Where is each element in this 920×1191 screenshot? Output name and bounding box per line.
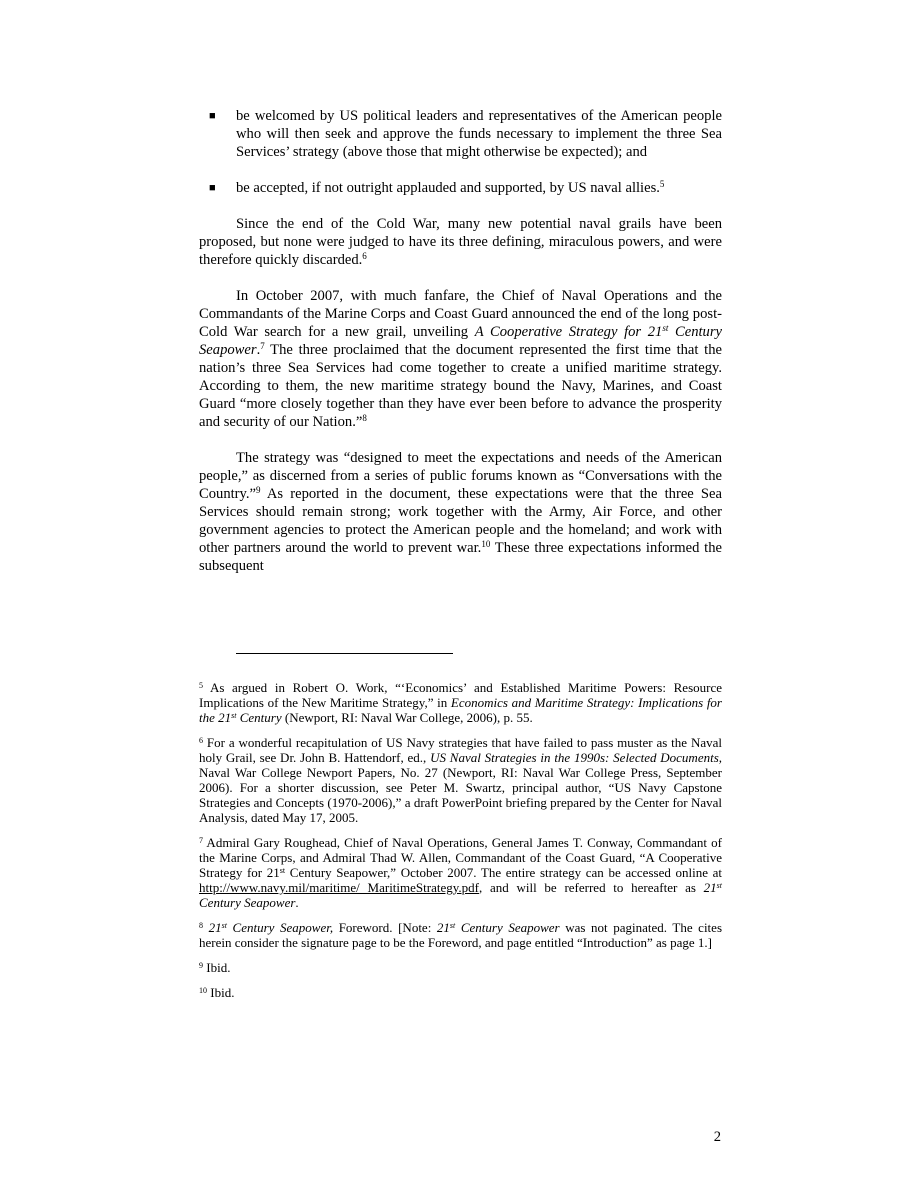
bullet-square-icon: ■	[209, 182, 216, 194]
body-text	[199, 107, 722, 593]
bullet-list	[199, 107, 722, 197]
footnote-ref[interactable]: 6	[362, 251, 367, 261]
bullet-square-icon: ■	[209, 110, 216, 122]
footnote-8: $^8$ 21st Century Seapower, Foreword. [Note: 21st Century Seapower was not paginated. The cites herein consider the signature page to be the Foreword, and page entitled “Introduction” as page 1.]	[199, 920, 723, 950]
page-number: 2	[713, 1129, 721, 1145]
strategy-link[interactable]: http://www.navy.mil/maritime/ MaritimeStrategy.pdf	[199, 880, 479, 895]
paragraph: Since the end of the Cold War, many new potential naval grails have been proposed, but none were judged to have its three defining, miraculous powers, and were therefore quickly discarded.$^6$	[199, 216, 722, 268]
footnote-10: $^{10}$ Ibid.	[199, 985, 235, 1000]
footnote-ref[interactable]: 7	[260, 341, 265, 351]
italic-title: A Cooperative Strategy for 21st Century Seapower	[199, 323, 722, 358]
footnote-5: $^5$ As argued in Robert O. Work, “‘Economics’ and Established Maritime Powers: Resource Implications of the New Maritime Strategy,” in Economics and Maritime Strategy: Implications for the 21st Century (Newport, RI: Naval War College, 2006), p. 55.	[199, 680, 722, 725]
footnote-7: $^7$ Admiral Gary Roughead, Chief of Naval Operations, General James T. Conway, Commandant of the Marine Corps, and Admiral Thad W. Allen, Commandant of the Coast Guard, “A Cooperative Strategy for 21st Century Seapower,” October 2007. The entire strategy can be accessed online at http://www.navy.mil/maritime/ MaritimeStrategy.pdf, and will be referred to hereafter as 21st Century Seapower.	[199, 835, 722, 910]
footnote-9: $^9$ Ibid.	[199, 960, 231, 975]
bullet-item: ■ be accepted, if not outright applauded and supported, by US naval allies.$^5$	[209, 179, 665, 196]
footnote-ref[interactable]: 5	[659, 179, 665, 189]
footnote-ref[interactable]: 10	[481, 539, 491, 549]
bullet-item: ■ be welcomed by US political leaders and representatives of the American people who will then seek and approve the funds necessary to implement the three Sea Services’ strategy (above those that might otherwise be expected); and	[209, 108, 722, 160]
footnotes	[199, 680, 722, 1010]
footnote-separator	[236, 653, 453, 654]
footnote-ref[interactable]: 9	[256, 485, 261, 495]
footnote-6: $^6$ For a wonderful recapitulation of US Navy strategies that have failed to pass muster as the Naval holy Grail, see Dr. John B. Hattendorf, ed., US Naval Strategies in the 1990s: Selected Documents, Naval War College Newport Papers, No. 27 (Newport, RI: Naval War College Press, September 2006). For a shorter discussion, see Peter M. Swartz, principal author, “US Navy Capstone Strategies and Concepts (1970-2006),” a draft PowerPoint briefing prepared by the Center for Naval Analysis, dated May 17, 2005.	[199, 735, 723, 825]
paragraph: The strategy was “designed to meet the expectations and needs of the American people,” as discerned from a series of public forums known as “Conversations with the Country.”$^9$ As reported in the document, these expectations were that the three Sea Services should remain strong; work together with the Army, Air Force, and other government agencies to protect the American people and the homeland; and work with other partners around the world to prevent war.$^{10}$ These three expectations informed the subsequent	[199, 450, 722, 574]
paragraph: In October 2007, with much fanfare, the Chief of Naval Operations and the Commandants of the Marine Corps and Coast Guard announced the end of the long post-Cold War search for a new grail, unveiling A Cooperative Strategy for 21st Century Seapower.$^7$ The three proclaimed that the document represented the first time that the nation’s three Sea Services had come together to create a unified maritime strategy. According to them, the new maritime strategy bound the Navy, Marines, and Coast Guard “more closely together than they have ever been before to advance the prosperity and security of our Nation.”$^8$	[199, 288, 722, 430]
footnote-ref[interactable]: 8	[362, 413, 367, 423]
